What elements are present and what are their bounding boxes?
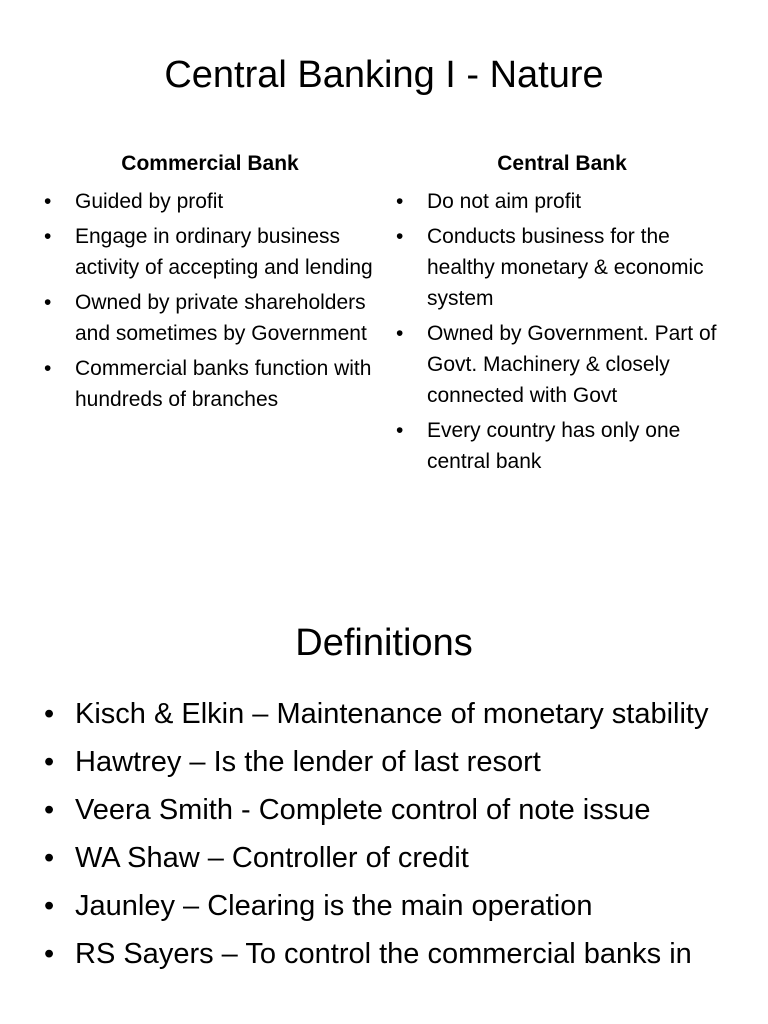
slide-definitions [0,590,768,1024]
list-item: • Do not aim profit [392,186,732,217]
list-item: • Kisch & Elkin – Maintenance of monetary stability [40,694,740,734]
central-bank-column [392,150,732,481]
definitions-list [40,694,740,982]
list-item: • Guided by profit [40,186,380,217]
commercial-bank-column [40,150,380,419]
list-item: • Jaunley – Clearing is the main operation [40,886,740,926]
central-bank-list [392,186,732,477]
commercial-bank-list [40,186,380,415]
list-item: • Commercial banks function with hundreds of branches [40,353,380,415]
list-item: • WA Shaw – Controller of credit [40,838,740,878]
list-item: • Engage in ordinary business activity of accepting and lending [40,221,380,283]
list-item: • Veera Smith - Complete control of note issue [40,790,740,830]
list-item: • Owned by private shareholders and sometimes by Government [40,287,380,349]
central-bank-heading: Central Bank [497,152,627,175]
commercial-bank-heading: Commercial Bank [121,152,299,175]
list-item: • Owned by Government. Part of Govt. Machinery & closely connected with Govt [392,318,732,411]
list-item: • RS Sayers – To control the commercial banks in [40,934,740,974]
list-item: • Every country has only one central bank [392,415,732,477]
slide-title: Definitions [295,622,473,664]
list-item: • Conducts business for the healthy monetary & economic system [392,221,732,314]
slide-title: Central Banking I - Nature [164,54,604,96]
list-item: • Hawtrey – Is the lender of last resort [40,742,740,782]
